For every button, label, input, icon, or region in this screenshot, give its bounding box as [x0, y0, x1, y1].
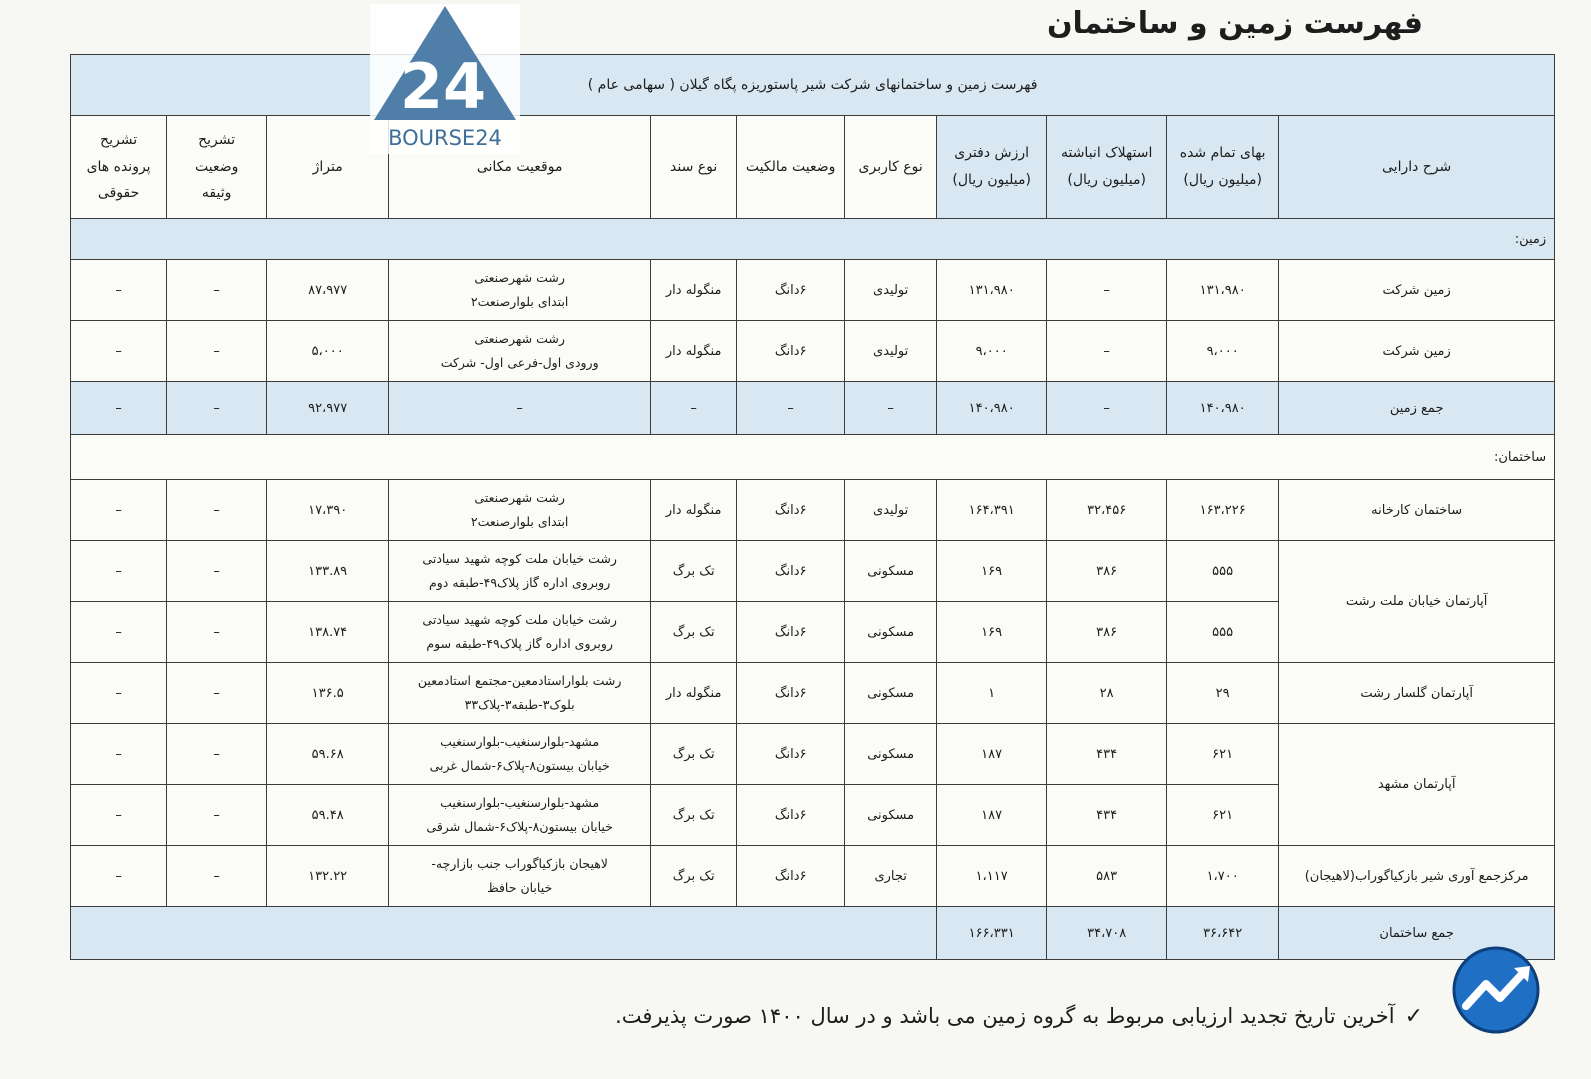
ownership-cell: ۶دانگ [737, 663, 845, 724]
check-icon: ✓ [1404, 1004, 1423, 1029]
depreciation-cell: ۴۳۴ [1047, 785, 1167, 846]
asset-table [70, 54, 1555, 960]
asset-cell: زمین شرکت [1279, 260, 1555, 321]
cost-cell: ۵۵۵ [1167, 541, 1279, 602]
cost-cell: ۱۳۱،۹۸۰ [1167, 260, 1279, 321]
total-cost: ۱۴۰،۹۸۰ [1167, 382, 1279, 435]
header-legal: تشریح پرونده های حقوقی [71, 116, 167, 219]
building-rows [71, 480, 1555, 907]
location-cell: لاهیجان بازکیاگوراب جنب بازارچه- خیابان حافظ [389, 846, 651, 907]
total-collateral: – [167, 382, 267, 435]
depreciation-cell: ۵۸۳ [1047, 846, 1167, 907]
asset-cell: ساختمان کارخانه [1279, 480, 1555, 541]
book-value-cell: ۹،۰۰۰ [937, 321, 1047, 382]
book-value-cell: ۱۶۴،۳۹۱ [937, 480, 1047, 541]
location-cell: مشهد-بلوارسنغیب-بلوارسنغیب خیابان بیستون۸-پلاک۶-شمال شرقی [389, 785, 651, 846]
total-deed: – [651, 382, 737, 435]
collateral-cell: – [167, 846, 267, 907]
header-cost: بهای تمام شده (میلیون ریال) [1167, 116, 1279, 219]
collateral-cell: – [167, 541, 267, 602]
ownership-cell: ۶دانگ [737, 480, 845, 541]
area-cell: ۵،۰۰۰ [267, 321, 389, 382]
area-cell: ۵۹.۴۸ [267, 785, 389, 846]
collateral-cell: – [167, 785, 267, 846]
usage-cell: مسکونی [845, 541, 937, 602]
legal-cell: – [71, 663, 167, 724]
ownership-cell: ۶دانگ [737, 785, 845, 846]
ownership-cell: ۶دانگ [737, 724, 845, 785]
header-deed: نوع سند [651, 116, 737, 219]
bourse24-logo-icon [370, 4, 520, 154]
usage-cell: مسکونی [845, 663, 937, 724]
header-ownership: وضعیت مالکیت [737, 116, 845, 219]
land-total-row [71, 382, 1555, 435]
depreciation-cell: ۳۲،۴۵۶ [1047, 480, 1167, 541]
usage-cell: تولیدی [845, 260, 937, 321]
logo-text: BOURSE24 [388, 126, 502, 150]
depreciation-cell: ۳۸۶ [1047, 541, 1167, 602]
location-cell: رشت بلواراستادمعین-مجتمع استادمعین بلوک۳-طبقه۳-پلاک۳۳ [389, 663, 651, 724]
table-row [71, 260, 1555, 321]
cost-cell: ۱۶۳،۲۲۶ [1167, 480, 1279, 541]
legal-cell: – [71, 541, 167, 602]
table-row [71, 480, 1555, 541]
footnote-text: آخرین تاریخ تجدید ارزیابی مربوط به گروه زمین می باشد و در سال ۱۴۰۰ صورت پذیرفت. [615, 1004, 1395, 1028]
book-value-cell: ۱ [937, 663, 1047, 724]
usage-cell: مسکونی [845, 724, 937, 785]
ownership-cell: ۶دانگ [737, 846, 845, 907]
total-area: ۹۲،۹۷۷ [267, 382, 389, 435]
area-cell: ۱۳۸.۷۴ [267, 602, 389, 663]
location-cell: مشهد-بلوارسنغیب-بلوارسنغیب خیابان بیستون۸-پلاک۶-شمال غربی [389, 724, 651, 785]
deed-cell: تک برگ [651, 785, 737, 846]
asset-cell: آپارتمان مشهد [1279, 724, 1555, 846]
ownership-cell: ۶دانگ [737, 602, 845, 663]
location-cell: رشت شهرصنعتی ورودی اول-فرعی اول- شرکت [389, 321, 651, 382]
collateral-cell: – [167, 480, 267, 541]
collateral-cell: – [167, 321, 267, 382]
header-book-value: ارزش دفتری (میلیون ریال) [937, 116, 1047, 219]
deed-cell: تک برگ [651, 724, 737, 785]
usage-cell: تولیدی [845, 480, 937, 541]
legal-cell: – [71, 724, 167, 785]
land-rows [71, 260, 1555, 382]
total-cost: ۳۶،۶۴۲ [1167, 907, 1279, 960]
asset-table-container [70, 54, 1554, 974]
depreciation-cell: ۳۸۶ [1047, 602, 1167, 663]
deed-cell: منگوله دار [651, 480, 737, 541]
usage-cell: مسکونی [845, 785, 937, 846]
table-header-row [71, 116, 1555, 219]
table-row [71, 846, 1555, 907]
bourse24-logo [370, 4, 520, 154]
location-cell: رشت خیابان ملت کوچه شهید سیادتی روبروی اداره گاز پلاک۴۹-طبقه دوم [389, 541, 651, 602]
table-banner: فهرست زمین و ساختمانهای شرکت شیر پاستوریزه پگاه گیلان ( سهامی عام ) [71, 55, 1555, 116]
table-banner-row [71, 55, 1555, 116]
asset-cell: آپارتمان خیابان ملت رشت [1279, 541, 1555, 663]
depreciation-cell: – [1047, 321, 1167, 382]
section-label-building: ساختمان: [71, 435, 1555, 480]
ownership-cell: ۶دانگ [737, 321, 845, 382]
book-value-cell: ۱۶۹ [937, 541, 1047, 602]
deed-cell: منگوله دار [651, 260, 737, 321]
asset-cell: مرکزجمع آوری شیر بازکیاگوراب(لاهیجان) [1279, 846, 1555, 907]
footnote [615, 1004, 1423, 1029]
legal-cell: – [71, 260, 167, 321]
legal-cell: – [71, 846, 167, 907]
total-location: – [389, 382, 651, 435]
area-cell: ۱۷،۳۹۰ [267, 480, 389, 541]
header-location: موقعیت مکانی [389, 116, 651, 219]
deed-cell: تک برگ [651, 846, 737, 907]
building-total-row [71, 907, 1555, 960]
table-row [71, 724, 1555, 785]
area-cell: ۵۹.۶۸ [267, 724, 389, 785]
total-legal: – [71, 382, 167, 435]
deed-cell: تک برگ [651, 602, 737, 663]
trend-badge-icon [1452, 946, 1540, 1034]
cost-cell: ۹،۰۰۰ [1167, 321, 1279, 382]
area-cell: ۱۳۳.۸۹ [267, 541, 389, 602]
location-cell: رشت خیابان ملت کوچه شهید سیادتی روبروی اداره گاز پلاک۴۹-طبقه سوم [389, 602, 651, 663]
table-row [71, 321, 1555, 382]
asset-cell: آپارتمان گلسار رشت [1279, 663, 1555, 724]
total-label: جمع ساختمان [1279, 907, 1555, 960]
book-value-cell: ۱۸۷ [937, 785, 1047, 846]
section-row-land [71, 219, 1555, 260]
logo-mark: 24 [399, 50, 487, 123]
header-collateral: تشریح وضعیت وثیقه [167, 116, 267, 219]
collateral-cell: – [167, 602, 267, 663]
asset-cell: زمین شرکت [1279, 321, 1555, 382]
cost-cell: ۵۵۵ [1167, 602, 1279, 663]
legal-cell: – [71, 321, 167, 382]
depreciation-cell: – [1047, 260, 1167, 321]
cost-cell: ۶۲۱ [1167, 724, 1279, 785]
cost-cell: ۶۲۱ [1167, 785, 1279, 846]
collateral-cell: – [167, 724, 267, 785]
collateral-cell: – [167, 260, 267, 321]
book-value-cell: ۱۳۱،۹۸۰ [937, 260, 1047, 321]
total-depreciation: ۳۴،۷۰۸ [1047, 907, 1167, 960]
header-asset: شرح دارایی [1279, 116, 1555, 219]
ownership-cell: ۶دانگ [737, 260, 845, 321]
location-cell: رشت شهرصنعتی ابتدای بلوارصنعت۲ [389, 480, 651, 541]
total-empty [71, 907, 937, 960]
total-ownership: – [737, 382, 845, 435]
deed-cell: منگوله دار [651, 663, 737, 724]
section-label-land: زمین: [71, 219, 1555, 260]
table-row [71, 541, 1555, 602]
usage-cell: تجاری [845, 846, 937, 907]
ownership-cell: ۶دانگ [737, 541, 845, 602]
usage-cell: تولیدی [845, 321, 937, 382]
total-book-value: ۱۶۶،۳۳۱ [937, 907, 1047, 960]
header-depreciation: استهلاک انباشته (میلیون ریال) [1047, 116, 1167, 219]
cost-cell: ۱،۷۰۰ [1167, 846, 1279, 907]
header-area: متراژ [267, 116, 389, 219]
deed-cell: منگوله دار [651, 321, 737, 382]
legal-cell: – [71, 480, 167, 541]
header-usage: نوع کاربری [845, 116, 937, 219]
total-depreciation: – [1047, 382, 1167, 435]
area-cell: ۱۳۲.۲۲ [267, 846, 389, 907]
total-usage: – [845, 382, 937, 435]
area-cell: ۱۳۶.۵ [267, 663, 389, 724]
total-book-value: ۱۴۰،۹۸۰ [937, 382, 1047, 435]
deed-cell: تک برگ [651, 541, 737, 602]
depreciation-cell: ۲۸ [1047, 663, 1167, 724]
legal-cell: – [71, 602, 167, 663]
book-value-cell: ۱،۱۱۷ [937, 846, 1047, 907]
section-row-building [71, 435, 1555, 480]
total-label: جمع زمین [1279, 382, 1555, 435]
cost-cell: ۲۹ [1167, 663, 1279, 724]
area-cell: ۸۷،۹۷۷ [267, 260, 389, 321]
legal-cell: – [71, 785, 167, 846]
book-value-cell: ۱۸۷ [937, 724, 1047, 785]
table-row [71, 663, 1555, 724]
depreciation-cell: ۴۳۴ [1047, 724, 1167, 785]
page-title: فهرست زمین و ساختمان [1046, 6, 1423, 41]
location-cell: رشت شهرصنعتی ابتدای بلوارصنعت۲ [389, 260, 651, 321]
usage-cell: مسکونی [845, 602, 937, 663]
book-value-cell: ۱۶۹ [937, 602, 1047, 663]
collateral-cell: – [167, 663, 267, 724]
